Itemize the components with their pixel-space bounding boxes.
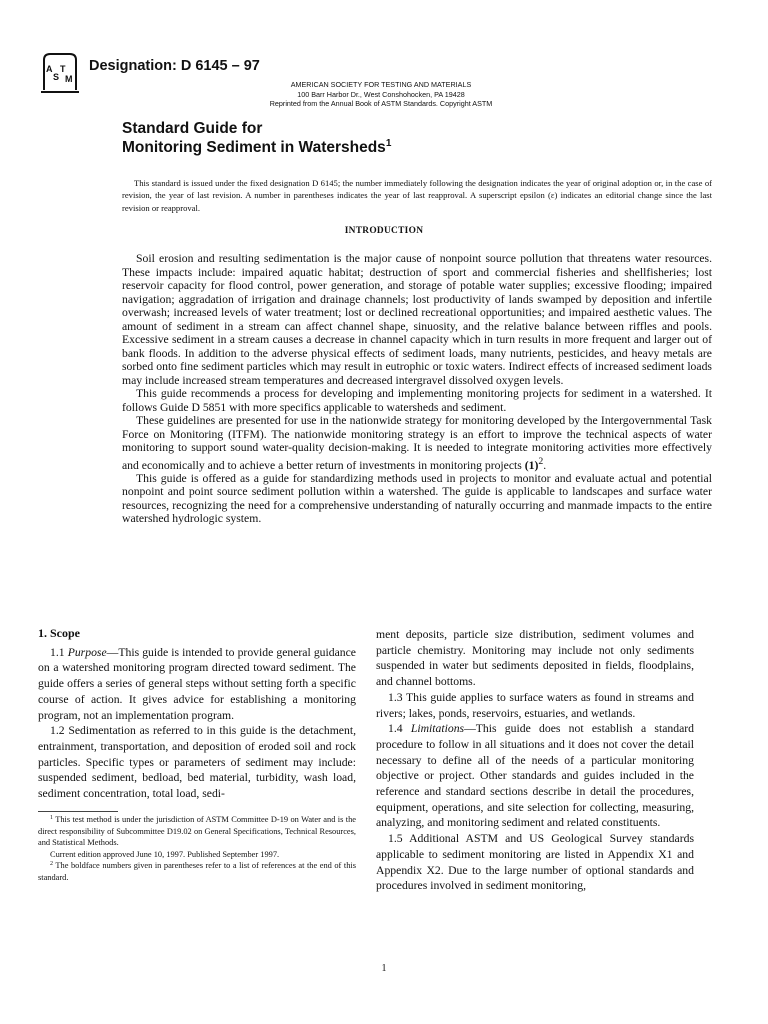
astm-logo-icon <box>38 50 82 96</box>
footnote-mark: 2 <box>50 861 53 867</box>
section-1-2: 1.2 Sedimentation as referred to in this guide is the detachment, entrainment, transportation, and deposition of eroded soil and rock particles. Specific types or parameters of sediment may include: suspended sediment, bedload, bed material, turbidity, wash load, sediment concentration, total load, sedi- <box>38 724 356 801</box>
svg-text:T: T <box>60 64 66 74</box>
section-1-2-continued: ment deposits, particle size distribution, sediment volumes and particle chemistry. Monitoring may include not only sediments suspended in water but sediments deposited in fields, floodplains, and channel bottoms. <box>376 628 694 689</box>
introduction-body <box>122 252 712 526</box>
intro-paragraph <box>122 414 712 472</box>
document-title <box>122 119 391 157</box>
title-line-2 <box>122 138 391 157</box>
footnote <box>38 814 356 849</box>
section-1-4 <box>376 721 694 831</box>
footnotes <box>38 814 356 883</box>
scope-heading: 1. Scope <box>38 626 80 640</box>
section-term: Limitations <box>410 722 465 736</box>
section-1-5: 1.5 Additional ASTM and US Geological Survey standards applicable to sediment monitoring are listed in Appendix X1 and Appendix X2. Due to the large number of optional standards and procedures involved in sediment monitoring, <box>376 832 694 893</box>
footnote-text: Current edition approved June 10, 1997. Published September 1997. <box>50 849 280 859</box>
intro-paragraph: This guide is offered as a guide for standardizing methods used in projects to monitor and evaluate actual and potential nonpoint and point source sediment pollution within a watershed. The guide is applicable to landscapes and surface water resources, recognizing the need for a comprehensive understanding of naturally occurring and manmade impacts to the entire watershed hydrologic system. <box>122 471 712 526</box>
footnote <box>38 860 356 883</box>
intro-paragraph-text: These guidelines are presented for use in the nationwide strategy for monitoring developed by the Intergovernmental Task Force on Monitoring (ITFM). The nationwide monitoring strategy is an effort to improve the technical aspects of water monitoring to support sound water-quality decision-making. It is needed to integrate monitoring activities more effectively and economically and to achieve a better return of investments in monitoring projects <box>122 414 712 472</box>
publisher-line: 100 Barr Harbor Dr., West Conshohocken, PA 19428 <box>297 89 465 99</box>
intro-paragraph: This guide recommends a process for developing and implementing monitoring projects for sediment in a watershed. It follows Guide D 5851 with more specifics applicable to watersheds and sediment. <box>122 387 712 414</box>
publisher-line: Reprinted from the Annual Book of ASTM Standards. Copyright ASTM <box>269 99 493 109</box>
section-number: 1.1 <box>50 645 68 659</box>
intro-paragraph: Soil erosion and resulting sedimentation is the major cause of nonpoint source pollution that threatens water resources. These impacts include: impaired aquatic habitat; destruction of sport and commercial fisheries and shellfisheries; lost reservoir capacity for flood control, power generation, and storage of potable water supplies; excessive flooding; impaired navigation; aggradation of irrigation and drainage channels; lost productivity of lands swamped by deposition and infertile overwash; increased levels of water treatment; lost or declined recreational opportunities; and impaired aesthetic values. The amount of sediment in a stream can affect channel shape, sinuosity, and the relative balance between riffles and pools. Excessive sediment in a stream causes a decrease in channel capacity which in turn results in more frequent and larger out of bank floods. In addition to the adverse physical effects of sediment loads, many nutrients, pesticides, and heavy metals are sorbed onto fine sediment particles which may result in eutrophic or toxic waters. Indirect effects of increased sediment loads may include increased stream temperatures and decreased intergravel dissolved oxygen levels. <box>122 252 712 387</box>
publisher-info <box>200 80 562 109</box>
svg-text:S: S <box>53 72 60 82</box>
footnote-mark: 1 <box>50 815 53 821</box>
section-number: 1.4 <box>388 722 411 736</box>
left-column <box>38 626 356 802</box>
issue-note: This standard is issued under the fixed designation D 6145; the number immediately following the designation indicates the year of original adoption or, in the case of revision, the year of last revision. A number in parentheses indicates the year of last reapproval. A superscript epsilon (ε) indicates an editorial change since the last revision or reapproval. <box>122 178 712 213</box>
publisher-line: AMERICAN SOCIETY FOR TESTING AND MATERIALS <box>290 80 472 89</box>
section-1-1 <box>38 645 356 724</box>
footnote-text: The boldface numbers given in parentheses refer to a list of references at the end of this standard. <box>38 861 356 882</box>
footnote-text: This test method is under the jurisdiction of ASTM Committee D-19 on Water and is the direct responsibility of Subcommittee D19.02 on General Specifications, Technical Resources, and Statistical Methods. <box>38 815 356 847</box>
svg-text:M: M <box>65 74 73 84</box>
designation-text: Designation: D 6145 – 97 <box>89 58 260 74</box>
introduction-heading: INTRODUCTION <box>344 226 424 236</box>
section-1-3: 1.3 This guide applies to surface waters as found in streams and rivers; lakes, ponds, reservoirs, estuaries, and wetlands. <box>376 690 694 720</box>
right-column <box>376 627 694 894</box>
footnote <box>38 849 356 861</box>
title-main: Monitoring Sediment in Watersheds <box>122 139 386 156</box>
reference-footnote-mark: 2 <box>538 455 544 467</box>
title-line-1: Standard Guide for <box>122 120 263 137</box>
sentence-end: . <box>543 458 547 472</box>
section-text: —This guide is intended to provide general guidance on a watershed monitoring program directed toward sediment. The guide offers a series of general steps without setting forth a specific course of action. It gives advice for establishing a monitoring program, not an implementation program. <box>38 645 356 722</box>
title-footnote-mark: 1 <box>385 138 392 149</box>
footnote-divider <box>38 811 118 812</box>
page-number: 1 <box>381 963 387 974</box>
section-text: —This guide does not establish a standard procedure to follow in all situations and it does not cover the detail necessary to define all of the needs of a particular monitoring objective or project. Other standards and guides included in the reference and standard sections describe in detail the procedures, equipment, operations, and site selection for collecting, measuring, analyzing, and monitoring sediment and related constituents. <box>376 722 694 830</box>
reference-number: (1) <box>524 458 539 472</box>
section-term: Purpose <box>67 645 107 659</box>
svg-text:A: A <box>46 64 53 74</box>
